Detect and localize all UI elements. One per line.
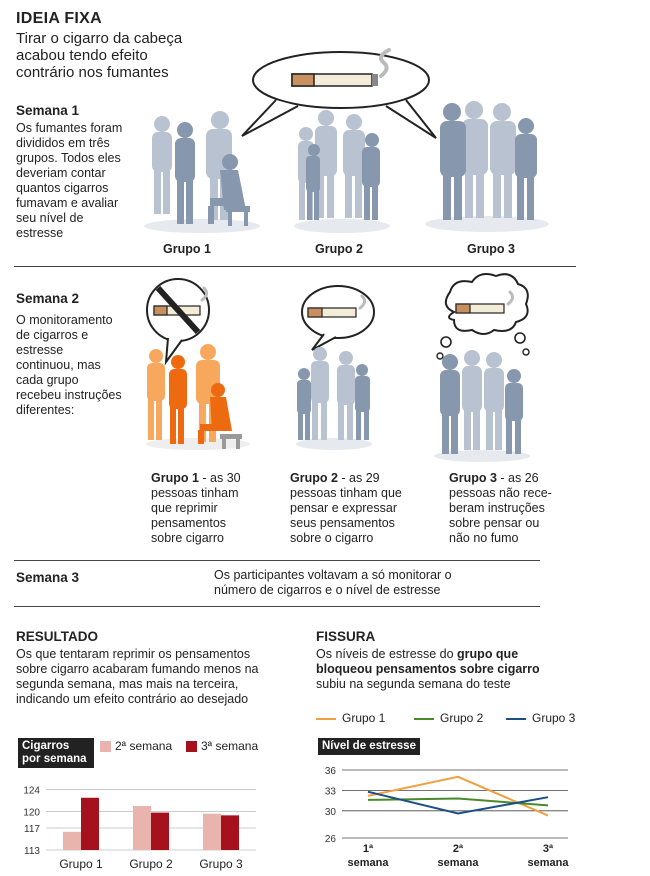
week1-title: Semana 1 — [16, 103, 80, 118]
resultado-title: RESULTADO — [16, 629, 98, 644]
text-line: fumavam e avaliar — [16, 196, 119, 210]
line-chart — [316, 760, 576, 872]
divider — [14, 266, 576, 267]
bar — [151, 813, 169, 850]
legend-swatch — [100, 741, 111, 752]
week1-group1-label: Grupo 1 — [163, 242, 211, 256]
y-tick-label: 117 — [24, 824, 40, 835]
y-tick-label: 124 — [23, 785, 40, 797]
x-tick-label: 1ª — [362, 843, 374, 855]
text-line: seu nível de — [16, 211, 84, 225]
y-tick-label: 113 — [24, 846, 40, 857]
text-line: O monitoramento — [16, 313, 113, 327]
text-line: indicando um efeito contrário ao desejado — [16, 692, 249, 706]
group2-figures — [294, 346, 374, 451]
y-tick-label: 33 — [324, 786, 336, 798]
line-chart-title: Nível de estresse — [318, 738, 420, 755]
bar-chart-title — [18, 738, 94, 768]
week2-group1-desc — [151, 471, 281, 546]
text-line: grupos. Todos eles — [16, 151, 121, 165]
text-line: sobre cigarro — [151, 531, 224, 545]
legend-label: Grupo 1 — [342, 711, 386, 725]
y-tick-label: 36 — [324, 766, 336, 777]
text-line-bold: grupo que — [457, 647, 519, 661]
legend-label: 3ª semana — [201, 739, 259, 753]
divider — [14, 606, 540, 607]
bar — [203, 814, 221, 850]
week1-text — [16, 121, 144, 241]
text-line: sobre pensar ou — [449, 516, 540, 530]
text-line: que reprimir — [151, 501, 218, 515]
text-line: subiu na segunda semana do teste — [316, 677, 511, 691]
subtitle-line: contrário nos fumantes — [16, 64, 169, 81]
week2-text — [16, 313, 146, 418]
week2-group2-desc — [290, 471, 430, 546]
x-tick-label: Grupo 2 — [129, 857, 173, 871]
text-line: cada grupo — [16, 373, 79, 387]
kicker: IDEIA FIXA — [16, 10, 102, 27]
week2-title: Semana 2 — [16, 291, 80, 306]
x-tick-label: Grupo 1 — [59, 857, 103, 871]
group2-figures — [292, 110, 392, 235]
group-name: Grupo 2 — [290, 471, 338, 485]
bar-legend-series1 — [100, 739, 172, 753]
group-name: Grupo 3 — [449, 471, 497, 485]
text-line: pessoas tinham que — [290, 486, 402, 500]
week3-title: Semana 3 — [16, 570, 80, 585]
fissura-title: FISSURA — [316, 629, 376, 644]
legend-swatch — [414, 718, 434, 720]
x-tick-label: semana — [437, 857, 479, 869]
y-tick-label: 120 — [23, 807, 40, 819]
legend-swatch — [316, 718, 336, 720]
chart-title-line: por semana — [22, 753, 87, 765]
fissura-text — [316, 647, 616, 692]
group-count: - as 26 — [496, 471, 539, 485]
bar-legend-series2 — [186, 739, 258, 753]
text-line: estresse — [16, 343, 64, 357]
speech-bubble-cigarette-icon — [298, 282, 383, 354]
group-count: - as 30 — [198, 471, 241, 485]
page-subtitle — [16, 30, 182, 81]
x-tick-label: semana — [527, 857, 569, 869]
text-line: de cigarros e — [16, 328, 89, 342]
group-count: - as 29 — [337, 471, 380, 485]
bar-chart — [18, 778, 258, 874]
week2-group3-desc — [449, 471, 579, 546]
text-line: Os fumantes foram — [16, 121, 123, 135]
text-line: sobre o cigarro — [290, 531, 374, 545]
line-legend-g3 — [506, 711, 575, 725]
y-tick-label: 30 — [324, 806, 336, 818]
text-line: divididos em três — [16, 136, 110, 150]
text-line: pensar e expressar — [290, 501, 398, 515]
legend-swatch — [186, 741, 197, 752]
legend-label: 2ª semana — [115, 739, 173, 753]
bar — [221, 815, 239, 850]
line-legend-g2 — [414, 711, 483, 725]
legend-label: Grupo 2 — [440, 711, 484, 725]
chart-title-line: Cigarros — [22, 740, 70, 752]
x-tick-label: 3ª — [542, 843, 554, 855]
text-line: seus pensamentos — [290, 516, 395, 530]
text-line: sobre cigarro acabaram fumando menos na — [16, 662, 259, 676]
group3-figures — [432, 348, 532, 463]
text-line: não no fumo — [449, 531, 519, 545]
group1-figures — [140, 110, 265, 235]
text-line: segunda semana, mas mais na terceira, — [16, 677, 239, 691]
text-line: Os que tentaram reprimir os pensamentos — [16, 647, 251, 661]
text-line: Os participantes voltavam a só monitorar o — [214, 568, 452, 582]
series-line — [368, 792, 548, 814]
text-line: recebeu instruções — [16, 388, 122, 402]
week1-group3-label: Grupo 3 — [467, 242, 515, 256]
resultado-text — [16, 647, 286, 707]
week3-text — [214, 568, 514, 598]
group1-orange-figures — [138, 342, 253, 452]
bar — [63, 832, 81, 850]
x-tick-label: 2ª — [452, 843, 464, 855]
line-legend-g1 — [316, 711, 385, 725]
group3-figures — [422, 98, 552, 233]
x-tick-label: semana — [347, 857, 389, 869]
series-line — [368, 777, 548, 816]
bar — [133, 806, 151, 850]
legend-label: Grupo 3 — [532, 711, 576, 725]
text-line: quantos cigarros — [16, 181, 109, 195]
text-line: diferentes: — [16, 403, 75, 417]
text-line: continuou, mas — [16, 358, 101, 372]
text-line: beram instruções — [449, 501, 545, 515]
text-line: deveriam contar — [16, 166, 106, 180]
bar — [81, 798, 99, 850]
text-line: número de cigarros e o nível de estresse — [214, 583, 441, 597]
text-line: pensamentos — [151, 516, 227, 530]
subtitle-line: acabou tendo efeito — [16, 47, 148, 64]
subtitle-line: Tirar o cigarro da cabeça — [16, 30, 183, 47]
text-line: pessoas tinham — [151, 486, 239, 500]
text-line-bold: bloqueou pensamentos sobre cigarro — [316, 662, 540, 676]
legend-swatch — [506, 718, 526, 720]
divider — [14, 560, 540, 561]
x-tick-label: Grupo 3 — [199, 857, 243, 871]
text-line: Os níveis de estresse do — [316, 647, 458, 661]
week1-group2-label: Grupo 2 — [315, 242, 363, 256]
y-tick-label: 26 — [324, 834, 336, 845]
text-line: pessoas não rece- — [449, 486, 552, 500]
group-name: Grupo 1 — [151, 471, 199, 485]
text-line: estresse — [16, 226, 64, 240]
